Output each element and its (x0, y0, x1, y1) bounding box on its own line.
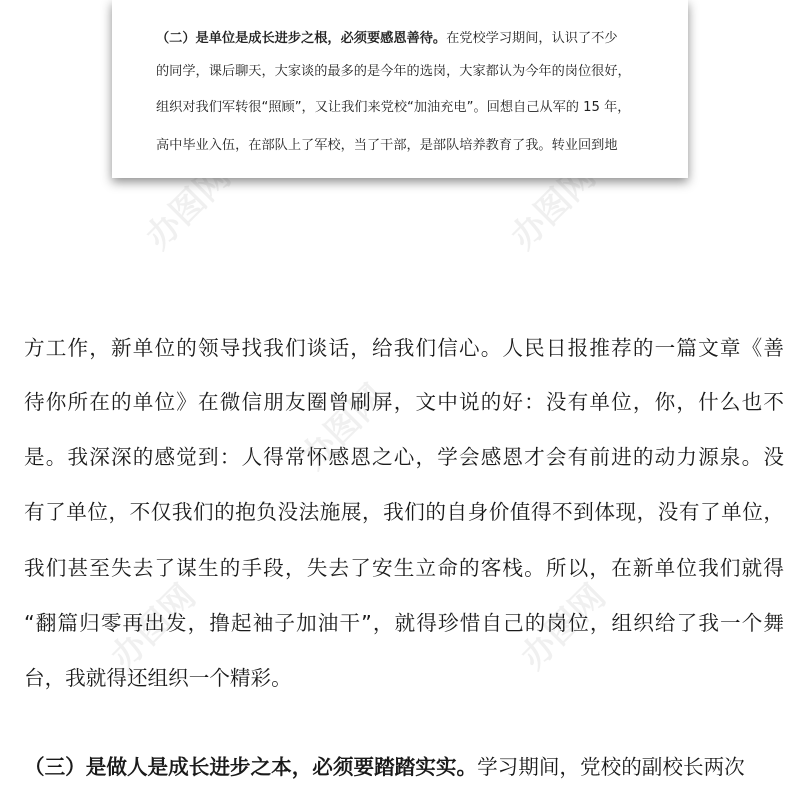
watermark: 办图网 (103, 576, 204, 678)
body-paragraph-line: 是。我深深的感觉到：人得常怀感恩之心，学会感恩才会有前进的动力源泉。没 (24, 445, 784, 469)
body-paragraph-line: （三）是做人是成长进步之本，必须要踏踏实实。学习期间，党校的副校长两次 (24, 755, 745, 779)
section-heading: （二）是单位是成长进步之根，必须要感恩善待。 (156, 31, 447, 46)
watermark: 办图网 (503, 156, 604, 258)
body-paragraph-line: 我们甚至失去了谋生的手段，失去了安生立命的客栈。所以，在新单位我们就得 (24, 556, 784, 580)
page-preview-card (112, 0, 688, 178)
watermark: 办图网 (138, 156, 239, 258)
watermark: 办图网 (513, 576, 614, 678)
card-paragraph-line: 组织对我们军转很“照顾”，又让我们来党校“加油充电”。回想自己从军的 15 年， (156, 100, 631, 115)
body-paragraph-line: 有了单位，不仅我们的抱负没法施展，我们的自身价值得不到体现，没有了单位， (24, 500, 784, 524)
body-paragraph-line: 方工作，新单位的领导找我们谈话，给我们信心。人民日报推荐的一篇文章《善 (24, 336, 784, 360)
watermark: 办图网 (293, 376, 394, 478)
body-paragraph-line: 台，我就得还组织一个精彩。 (24, 666, 292, 690)
card-paragraph-line: （二）是单位是成长进步之根，必须要感恩善待。在党校学习期间，认识了不少 (156, 31, 618, 46)
section-heading: （三）是做人是成长进步之本，必须要踏踏实实。 (24, 755, 478, 779)
card-paragraph-line: 高中毕业入伍，在部队上了军校，当了干部，是部队培养教育了我。转业回到地 (156, 138, 618, 153)
card-paragraph-line: 的同学，课后聊天，大家谈的最多的是今年的选岗，大家都认为今年的岗位很好， (156, 64, 631, 79)
body-paragraph-line: 待你所在的单位》在微信朋友圈曾刷屏，文中说的好：没有单位，你，什么也不 (24, 390, 784, 414)
body-paragraph-line: “翻篇归零再出发，撸起袖子加油干”，就得珍惜自己的岗位，组织给了我一个舞 (24, 611, 784, 635)
